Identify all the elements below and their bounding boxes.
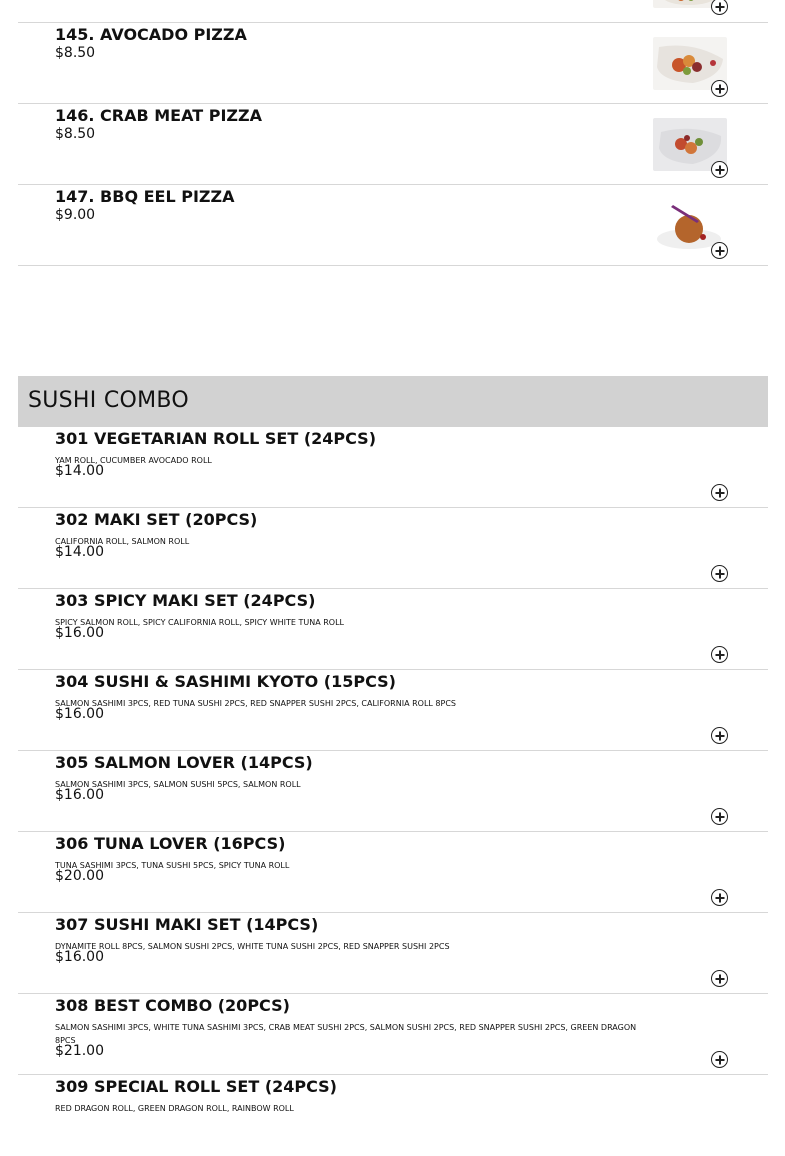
item-description: SPICY SALMON ROLL, SPICY CALIFORNIA ROLL, SPICY WHITE TUNA ROLL	[55, 618, 344, 627]
item-price: $16.00	[55, 949, 104, 965]
menu-item[interactable]	[18, 913, 768, 994]
add-to-cart-button[interactable]	[711, 565, 728, 582]
add-to-cart-button[interactable]	[711, 970, 728, 987]
item-price: $20.00	[55, 868, 104, 884]
add-to-cart-button[interactable]	[711, 161, 728, 178]
item-name: 301 VEGETARIAN ROLL SET (24PCS)	[55, 429, 377, 448]
item-name: 146. CRAB MEAT PIZZA	[55, 106, 262, 125]
add-to-cart-button[interactable]	[711, 808, 728, 825]
item-name: 308 BEST COMBO (20PCS)	[55, 996, 290, 1015]
item-price: $16.00	[55, 625, 104, 641]
item-name: 309 SPECIAL ROLL SET (24PCS)	[55, 1077, 337, 1096]
item-name: 304 SUSHI & SASHIMI KYOTO (15PCS)	[55, 672, 396, 691]
menu-item[interactable]	[18, 185, 768, 266]
item-name: 306 TUNA LOVER (16PCS)	[55, 834, 286, 853]
section-header	[18, 376, 768, 427]
add-to-cart-button[interactable]	[711, 242, 728, 259]
menu-item-partial[interactable]	[18, 0, 768, 23]
menu-item[interactable]	[18, 427, 768, 508]
section-title: SUSHI COMBO	[28, 388, 190, 413]
item-description: RED DRAGON ROLL, GREEN DRAGON ROLL, RAINBOW ROLL	[55, 1104, 294, 1113]
menu-item[interactable]	[18, 589, 768, 670]
item-description: SALMON SASHIMI 3PCS, SALMON SUSHI 5PCS, SALMON ROLL	[55, 780, 301, 789]
add-to-cart-button[interactable]	[711, 1051, 728, 1068]
menu-item[interactable]	[18, 670, 768, 751]
add-to-cart-button[interactable]	[711, 0, 728, 15]
item-price: $8.50	[55, 126, 96, 142]
menu-item[interactable]	[18, 1075, 768, 1156]
menu-item[interactable]	[18, 832, 768, 913]
add-to-cart-button[interactable]	[711, 484, 728, 501]
menu-item[interactable]	[18, 508, 768, 589]
menu-item[interactable]	[18, 104, 768, 185]
item-price: $16.00	[55, 787, 104, 803]
item-price: $21.00	[55, 1043, 104, 1059]
item-name: 307 SUSHI MAKI SET (14PCS)	[55, 915, 319, 934]
item-price: $14.00	[55, 463, 104, 479]
menu-item[interactable]	[18, 994, 768, 1075]
add-to-cart-button[interactable]	[711, 646, 728, 663]
item-description: TUNA SASHIMI 3PCS, TUNA SUSHI 5PCS, SPICY TUNA ROLL	[55, 861, 290, 870]
menu-item[interactable]	[18, 23, 768, 104]
item-description: DYNAMITE ROLL 8PCS, SALMON SUSHI 2PCS, WHITE TUNA SUSHI 2PCS, RED SNAPPER SUSHI 2PCS	[55, 942, 450, 951]
menu-item[interactable]	[18, 751, 768, 832]
add-to-cart-button[interactable]	[711, 80, 728, 97]
item-description: CALIFORNIA ROLL, SALMON ROLL	[55, 537, 190, 546]
item-name: 147. BBQ EEL PIZZA	[55, 187, 235, 206]
item-price: $8.50	[55, 45, 96, 61]
item-name: 302 MAKI SET (20PCS)	[55, 510, 258, 529]
add-to-cart-button[interactable]	[711, 889, 728, 906]
item-description: YAM ROLL, CUCUMBER AVOCADO ROLL	[55, 456, 212, 465]
item-name: 303 SPICY MAKI SET (24PCS)	[55, 591, 316, 610]
item-price: $14.00	[55, 544, 104, 560]
item-name: 145. AVOCADO PIZZA	[55, 25, 247, 44]
item-description: SALMON SASHIMI 3PCS, WHITE TUNA SASHIMI 3PCS, CRAB MEAT SUSHI 2PCS, SALMON SUSHI 2PCS, RED SNAPPER SUSHI 2PCS, GREEN DRAGON 8PCS	[55, 1023, 637, 1045]
item-price: $9.00	[55, 207, 96, 223]
add-to-cart-button[interactable]	[711, 727, 728, 744]
item-price: $16.00	[55, 706, 104, 722]
item-name: 305 SALMON LOVER (14PCS)	[55, 753, 313, 772]
item-description: SALMON SASHIMI 3PCS, RED TUNA SUSHI 2PCS, RED SNAPPER SUSHI 2PCS, CALIFORNIA ROLL 8PCS	[55, 699, 456, 708]
